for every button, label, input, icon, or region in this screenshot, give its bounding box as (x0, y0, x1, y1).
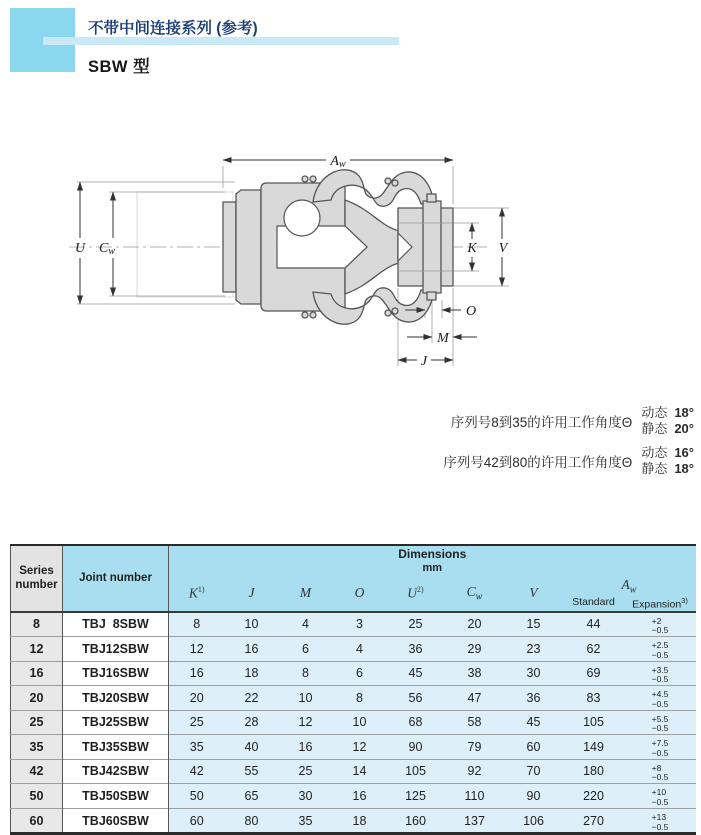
dim-value-cell: 10 (279, 686, 333, 711)
dimensions-table (10, 544, 696, 835)
tolerance-stack: +4.5 −0.5 (651, 689, 669, 709)
angle-note-row-1 (358, 405, 694, 436)
dim-value-cell: 18 (333, 808, 387, 834)
dim-value-cell: 80 (225, 808, 279, 834)
dim-value-cell: 14 (333, 759, 387, 784)
dim-label-k: K (467, 241, 477, 256)
series-number-cell: 50 (11, 784, 63, 809)
dim-value-cell: 47 (445, 686, 505, 711)
dim-value-cell: 20 (445, 612, 505, 637)
dim-label-aw: Aw (330, 154, 346, 170)
tolerance-stack: +2 −0.5 (651, 615, 669, 636)
dim-value-cell: 220 (563, 784, 625, 809)
tolerance-stack: +5.5 −0.5 (651, 713, 669, 734)
clamp-band (423, 201, 441, 293)
joint-number-cell: TBJ60SBW (63, 808, 169, 834)
dim-label-cw: Cw (98, 241, 116, 257)
dim-value-cell: 6 (279, 637, 333, 662)
dim-label-v: V (498, 241, 508, 256)
dim-value-cell: 8 (279, 661, 333, 686)
dim-value-cell: 92 (445, 759, 505, 784)
dim-value-cell: 38 (445, 661, 505, 686)
clamp-tab-top (427, 194, 436, 202)
dim-value-cell: 35 (169, 735, 225, 760)
col-header-standard: Standard (563, 596, 625, 612)
dim-value-cell: 106 (505, 808, 563, 834)
table-row (11, 637, 696, 662)
tolerance-stack: +2.5 −0.5 (651, 640, 669, 660)
tolerance-stack: +10 −0.5 (651, 787, 669, 807)
expansion-tolerance-cell (625, 612, 696, 637)
dim-value-cell: 36 (387, 637, 445, 662)
series-number-cell: 25 (11, 710, 63, 735)
col-header-j: J (225, 576, 279, 612)
col-header-aw: $A_w$ (563, 576, 696, 596)
expansion-tolerance-cell (625, 710, 696, 735)
dim-value-cell: 4 (333, 637, 387, 662)
joint-number-cell: TBJ12SBW (63, 637, 169, 662)
series-number-cell: 20 (11, 686, 63, 711)
expansion-tolerance-cell (625, 661, 696, 686)
table-row (11, 612, 696, 637)
dim-value-cell: 65 (225, 784, 279, 809)
static-value: 18° (674, 460, 694, 476)
dim-value-cell: 22 (225, 686, 279, 711)
dim-label-m: M (437, 331, 449, 346)
dim-value-cell: 10 (225, 612, 279, 637)
joint-cross-section-drawing (55, 138, 525, 388)
dim-value-cell: 60 (169, 808, 225, 834)
model-title: SBW 型 (88, 58, 151, 76)
angle-note-label: 序列号8到35的许用工作角度Θ (450, 414, 633, 430)
static-value: 20° (674, 420, 694, 436)
col-header-expansion: Expansion$^{3)}$ (625, 596, 696, 612)
series-number-cell: 12 (11, 637, 63, 662)
col-header-cw: $C_w$ (445, 576, 505, 612)
static-label: 静态 (641, 420, 668, 436)
dim-value-cell: 16 (225, 637, 279, 662)
dynamic-value: 18° (674, 405, 694, 420)
series-title: 不带中间连接系列 (参考) (88, 20, 258, 37)
dim-value-cell: 90 (387, 735, 445, 760)
dim-value-cell: 270 (563, 808, 625, 834)
dim-value-cell: 16 (333, 784, 387, 809)
dim-value-cell: 79 (445, 735, 505, 760)
col-header-o: O (333, 576, 387, 612)
dim-value-cell: 12 (333, 735, 387, 760)
angle-note-values (641, 445, 694, 476)
col-header-k: $K^{1)}$ (169, 576, 225, 612)
dimensions-unit: mm (422, 561, 443, 574)
dim-value-cell: 8 (333, 686, 387, 711)
col-header-dimensions (169, 545, 696, 576)
dim-value-cell: 70 (505, 759, 563, 784)
table-row (11, 759, 696, 784)
dim-value-cell: 137 (445, 808, 505, 834)
col-header-v: V (505, 576, 563, 612)
dim-value-cell: 125 (387, 784, 445, 809)
dim-value-cell: 12 (169, 637, 225, 662)
col-header-u: $U^{2)}$ (387, 576, 445, 612)
angle-notes (358, 405, 694, 485)
joint-number-cell: TBJ42SBW (63, 759, 169, 784)
dim-value-cell: 30 (279, 784, 333, 809)
table-row (11, 784, 696, 809)
ghost-outline (137, 192, 233, 297)
expansion-tolerance-cell (625, 784, 696, 809)
series-number-cell: 42 (11, 759, 63, 784)
dim-value-cell: 45 (505, 710, 563, 735)
dim-value-cell: 55 (225, 759, 279, 784)
joint-number-cell: TBJ35SBW (63, 735, 169, 760)
dim-value-cell: 105 (387, 759, 445, 784)
col-header-series-number: Series number (11, 545, 63, 612)
table-row (11, 808, 696, 834)
joint-number-cell: TBJ 8SBW (63, 612, 169, 637)
header-accent-band (43, 37, 399, 45)
expansion-tolerance-cell (625, 637, 696, 662)
table-row (11, 686, 696, 711)
dim-value-cell: 36 (505, 686, 563, 711)
dim-label-u: U (74, 241, 86, 256)
dim-value-cell: 16 (169, 661, 225, 686)
dim-value-cell: 110 (445, 784, 505, 809)
angle-note-row-2 (358, 445, 694, 476)
dim-value-cell: 45 (387, 661, 445, 686)
dim-value-cell: 4 (279, 612, 333, 637)
dim-value-cell: 23 (505, 637, 563, 662)
angle-note-label: 序列号42到80的许用工作角度Θ (443, 454, 633, 470)
dim-value-cell: 40 (225, 735, 279, 760)
dim-value-cell: 62 (563, 637, 625, 662)
dim-value-cell: 3 (333, 612, 387, 637)
dim-value-cell: 56 (387, 686, 445, 711)
clamp-tab-bottom (427, 292, 436, 300)
dim-value-cell: 15 (505, 612, 563, 637)
expansion-tolerance-cell (625, 759, 696, 784)
joint-number-cell: TBJ20SBW (63, 686, 169, 711)
table-row (11, 735, 696, 760)
table-row (11, 710, 696, 735)
dimensions-title: Dimensions (398, 547, 467, 562)
dim-value-cell: 44 (563, 612, 625, 637)
dim-value-cell: 180 (563, 759, 625, 784)
dim-value-cell: 50 (169, 784, 225, 809)
tolerance-stack: +13 −0.5 (651, 811, 669, 832)
dim-label-o: O (466, 304, 477, 319)
series-number-cell: 16 (11, 661, 63, 686)
series-number-cell: 35 (11, 735, 63, 760)
dim-value-cell: 10 (333, 710, 387, 735)
dim-value-cell: 18 (225, 661, 279, 686)
expansion-tolerance-cell (625, 735, 696, 760)
dim-value-cell: 42 (169, 759, 225, 784)
dim-value-cell: 68 (387, 710, 445, 735)
dim-value-cell: 25 (169, 710, 225, 735)
angle-note-values (641, 405, 694, 436)
dim-value-cell: 69 (563, 661, 625, 686)
col-header-joint-number: Joint number (63, 545, 169, 612)
dim-value-cell: 149 (563, 735, 625, 760)
dim-value-cell: 30 (505, 661, 563, 686)
ball-stud (284, 200, 320, 236)
left-end-cap (223, 202, 236, 292)
dim-value-cell: 35 (279, 808, 333, 834)
dim-value-cell: 28 (225, 710, 279, 735)
expansion-tolerance-cell (625, 808, 696, 834)
dim-value-cell: 20 (169, 686, 225, 711)
dim-value-cell: 105 (563, 710, 625, 735)
dim-value-cell: 16 (279, 735, 333, 760)
dim-value-cell: 12 (279, 710, 333, 735)
joint-number-cell: TBJ25SBW (63, 710, 169, 735)
dim-label-j: J (420, 354, 428, 369)
dim-value-cell: 83 (563, 686, 625, 711)
tolerance-stack: +8 −0.5 (651, 762, 669, 783)
dim-value-cell: 8 (169, 612, 225, 637)
joint-number-cell: TBJ16SBW (63, 661, 169, 686)
tolerance-stack: +3.5 −0.5 (651, 664, 669, 685)
dim-value-cell: 160 (387, 808, 445, 834)
tolerance-stack: +7.5 −0.5 (651, 738, 669, 758)
dim-value-cell: 90 (505, 784, 563, 809)
col-header-m: M (279, 576, 333, 612)
left-block (236, 190, 261, 304)
table-row (11, 661, 696, 686)
dim-value-cell: 29 (445, 637, 505, 662)
dynamic-value: 16° (674, 445, 694, 461)
static-label: 静态 (641, 460, 668, 476)
expansion-tolerance-cell (625, 686, 696, 711)
dynamic-label: 动态 (641, 405, 668, 420)
joint-number-cell: TBJ50SBW (63, 784, 169, 809)
dynamic-label: 动态 (641, 445, 668, 461)
dim-value-cell: 6 (333, 661, 387, 686)
dim-value-cell: 60 (505, 735, 563, 760)
dim-value-cell: 25 (279, 759, 333, 784)
series-number-cell: 8 (11, 612, 63, 637)
series-number-cell: 60 (11, 808, 63, 834)
dim-value-cell: 25 (387, 612, 445, 637)
dim-value-cell: 58 (445, 710, 505, 735)
